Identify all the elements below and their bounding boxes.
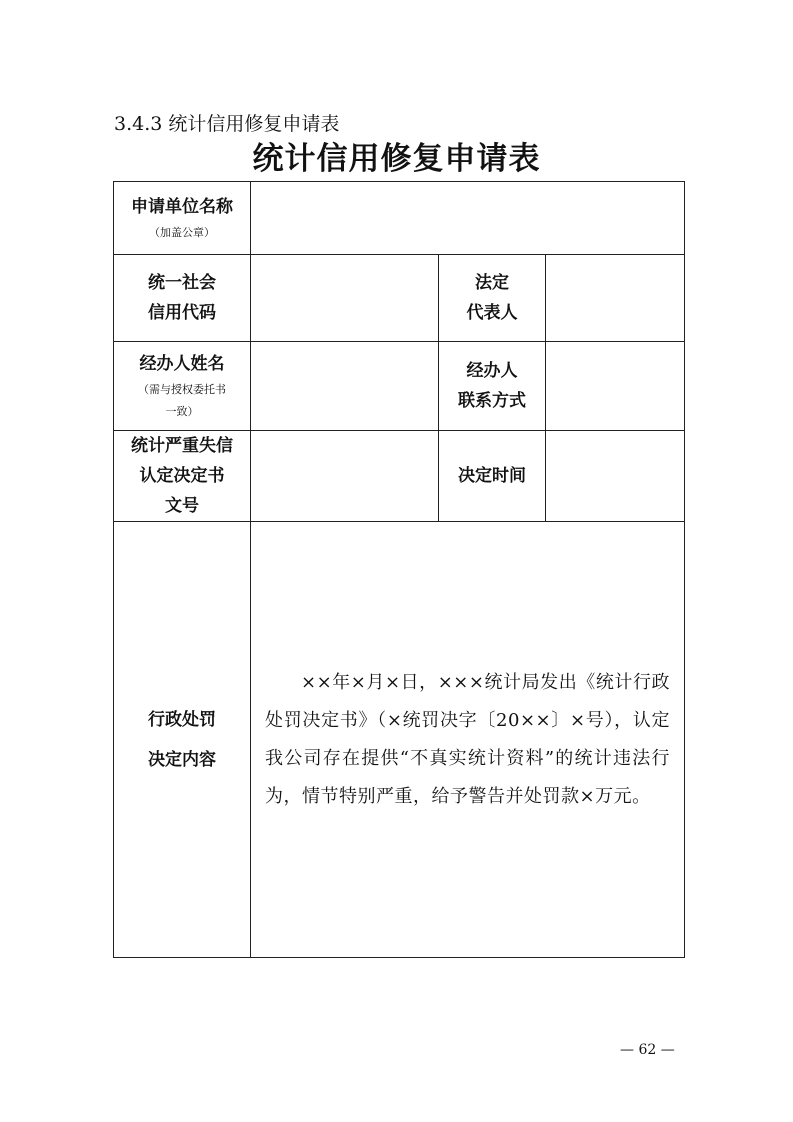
handler-name-note-line1: （需与授权委托书 <box>138 383 226 396</box>
decision-doc-field[interactable] <box>251 431 439 522</box>
credit-code-label-line1: 统一社会 <box>148 273 216 293</box>
credit-code-label-line2: 信用代码 <box>148 303 216 323</box>
penalty-label-line2: 决定内容 <box>148 749 216 770</box>
document-title: 统计信用修复申请表 <box>252 141 541 177</box>
handler-name-field[interactable] <box>251 342 439 431</box>
decision-doc-label <box>114 431 251 522</box>
decision-doc-label-line1: 统计严重失信 <box>131 436 233 456</box>
table-row <box>114 522 685 958</box>
credit-code-label <box>114 255 251 342</box>
applicant-name-label <box>114 182 251 255</box>
legal-rep-field[interactable] <box>546 255 685 342</box>
section-heading: 3.4.3 统计信用修复申请表 <box>114 113 340 135</box>
legal-rep-label-line1: 法定 <box>475 273 509 293</box>
applicant-name-note: （加盖公章） <box>149 226 215 239</box>
credit-code-field[interactable] <box>251 255 439 342</box>
handler-contact-field[interactable] <box>546 342 685 431</box>
table-row <box>114 182 685 255</box>
decision-doc-label-line3: 文号 <box>165 496 199 516</box>
table-row <box>114 342 685 431</box>
decision-doc-label-line2: 认定决定书 <box>139 466 225 486</box>
applicant-name-field[interactable] <box>251 182 685 255</box>
handler-name-label <box>114 342 251 431</box>
penalty-content-cell[interactable] <box>251 522 685 958</box>
handler-contact-label-line2: 联系方式 <box>458 391 526 411</box>
table-row <box>114 431 685 522</box>
decision-time-label: 决定时间 <box>439 431 546 522</box>
handler-name-note-line2: 一致） <box>165 405 199 418</box>
applicant-name-label-text: 申请单位名称 <box>131 197 233 217</box>
page-number: — 62 — <box>620 1042 675 1058</box>
penalty-label-line1: 行政处罚 <box>148 709 216 730</box>
handler-contact-label <box>439 342 546 431</box>
penalty-content-text: ××年×月×日，×××统计局发出《统计行政处罚决定书》（×统罚决字〔20××〕×号），认定我公司存在提供“不真实统计资料”的统计违法行为，情节特别严重，给予警告并处罚款×万元。 <box>265 671 671 807</box>
table-row <box>114 255 685 342</box>
legal-rep-label <box>439 255 546 342</box>
application-form-table <box>113 181 685 958</box>
legal-rep-label-line2: 代表人 <box>466 303 518 323</box>
penalty-label <box>114 522 251 958</box>
decision-time-field[interactable] <box>546 431 685 522</box>
handler-contact-label-line1: 经办人 <box>466 361 518 381</box>
handler-name-label-text: 经办人姓名 <box>139 354 225 374</box>
